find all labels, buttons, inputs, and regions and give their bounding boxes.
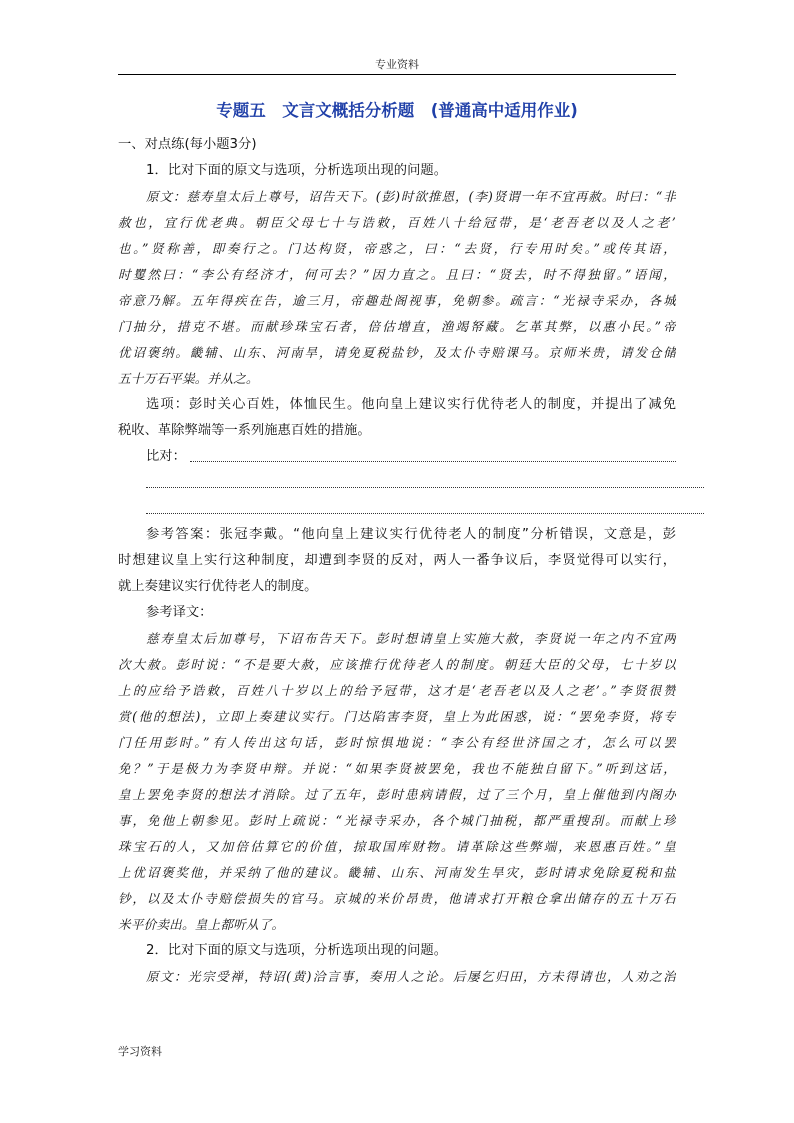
translation-line: 上优诏褒奖他，并采纳了他的建议。畿辅、山东、河南发生旱灾，彭时请求免除夏税和盐 — [118, 865, 676, 880]
answer-line: 参考答案：张冠李戴。“他向皇上建议实行优待老人的制度”分析错误，文意是，彭 — [146, 527, 676, 542]
answer-blank-line[interactable] — [190, 461, 676, 462]
translation-line: 米平价卖出。皇上都听从了。 — [118, 917, 285, 932]
translation-line: 珠宝石的人，又加倍估算它的价值，掠取国库财物。请革除这些弊端，来恩惠百姓。”皇 — [118, 839, 676, 854]
translation-line: 赏(他的想法)，立即上奏建议实行。门达陷害李贤，皇上为此困惑，说：“罢免李贤，将专 — [118, 709, 676, 724]
question-2-source-line: 原文：光宗受禅，特诏(黄)洽言事，奏用人之论。后屡乞归田，方未得请也，人劝之治 — [146, 969, 676, 984]
translation-line: 免？”于是极力为李贤申辩。并说：“如果李贤被罢免，我也不能独自留下。”听到这话， — [118, 761, 676, 776]
document-title: 专题五 文言文概括分析题 (普通高中适用作业) — [216, 101, 578, 120]
source-line: 优诏褒纳。畿辅、山东、河南旱，请免夏税盐钞，及太仆寺赔课马。京师米贵，请发仓储 — [118, 345, 676, 360]
answer-blank-row — [146, 470, 676, 496]
translation-line: 慈寿皇太后加尊号，下诏布告天下。彭时想请皇上实施大赦，李贤说一年之内不宜两 — [146, 631, 676, 646]
question-1-translation — [118, 626, 676, 938]
source-line: 帝意乃解。五年得疾在告，逾三月，帝趣赴阁视事，免朝参。疏言：“光禄寺采办，各城 — [118, 293, 676, 308]
source-line: 五十万石平粜。并从之。 — [118, 371, 259, 386]
document-body — [118, 132, 676, 990]
header-rule — [118, 74, 676, 75]
answer-blank-row — [146, 496, 676, 522]
answer-line: 就上奏建议实行优待老人的制度。 — [118, 579, 318, 594]
option-line: 税收、革除弊端等一系列施惠百姓的措施。 — [118, 423, 371, 438]
question-1-answer — [118, 522, 676, 600]
answer-blank-line[interactable] — [146, 513, 704, 514]
source-line: 时矍然曰：“李公有经济才，何可去？”因力直之。且曰：“贤去，时不得独留。”语闻， — [118, 267, 676, 282]
answer-blank-line[interactable] — [146, 487, 704, 488]
translation-line: 门任用彭时。”有人传出这句话，彭时惊惧地说：“李公有经世济国之才，怎么可以罢 — [118, 735, 676, 750]
translation-label: 参考译文： — [146, 605, 213, 620]
compare-answer-row — [146, 444, 676, 470]
source-line: 也。”贤称善，即奏行之。门达构贤，帝惑之，曰：“去贤，行专用时矣。”或传其语， — [118, 241, 676, 256]
question-1-option — [118, 392, 676, 444]
option-line: 选项：彭时关心百姓，体恤民生。他向皇上建议实行优待老人的制度，并提出了减免 — [146, 397, 676, 412]
question-2-prompt: 2．比对下面的原文与选项，分析选项出现的问题。 — [146, 943, 447, 958]
translation-line: 次大赦。彭时说：“不是要大赦，应该推行优待老人的制度。朝廷大臣的父母，七十岁以 — [118, 657, 676, 672]
translation-line: 皇上罢免李贤的想法才消除。过了五年，彭时患病请假，过了三个月，皇上催他到内阁办 — [118, 787, 676, 802]
source-line: 门抽分，措克不堪。而献珍珠宝石者，倍估增直，渔竭帑藏。乞革其弊，以惠小民。”帝 — [118, 319, 676, 334]
source-line: 原文：慈寿皇太后上尊号，诏告天下。(彭)时欲推恩，(李)贤谓一年不宜再赦。时曰：“非 — [146, 189, 676, 204]
compare-label: 比对： — [146, 449, 186, 464]
question-1-prompt: 1．比对下面的原文与选项，分析选项出现的问题。 — [146, 163, 447, 178]
page-footer: 学习资料 — [118, 1045, 162, 1058]
source-line: 赦也，宜行优老典。朝臣父母七十与诰敕，百姓八十给冠带，是‘老吾老以及人之老’ — [118, 215, 676, 230]
translation-line: 事，免他上朝参见。彭时上疏说：“光禄寺采办，各个城门抽税，都严重搜刮。而献上珍 — [118, 813, 676, 828]
answer-line: 时想建议皇上实行这种制度，却遭到李贤的反对，两人一番争议后，李贤觉得可以实行， — [118, 553, 676, 568]
translation-line: 钞，以及太仆寺赔偿损失的官马。京城的米价昂贵，他请求打开粮仓拿出储存的五十万石 — [118, 891, 676, 906]
section-heading: 一、对点练(每小题3分) — [118, 137, 257, 152]
question-1-source — [118, 184, 676, 392]
page-header: 专业资料 — [375, 58, 419, 71]
translation-line: 上的应给予诰敕，百姓八十岁以上的给予冠带，这才是‘老吾老以及人之老’。”李贤很赞 — [118, 683, 676, 698]
